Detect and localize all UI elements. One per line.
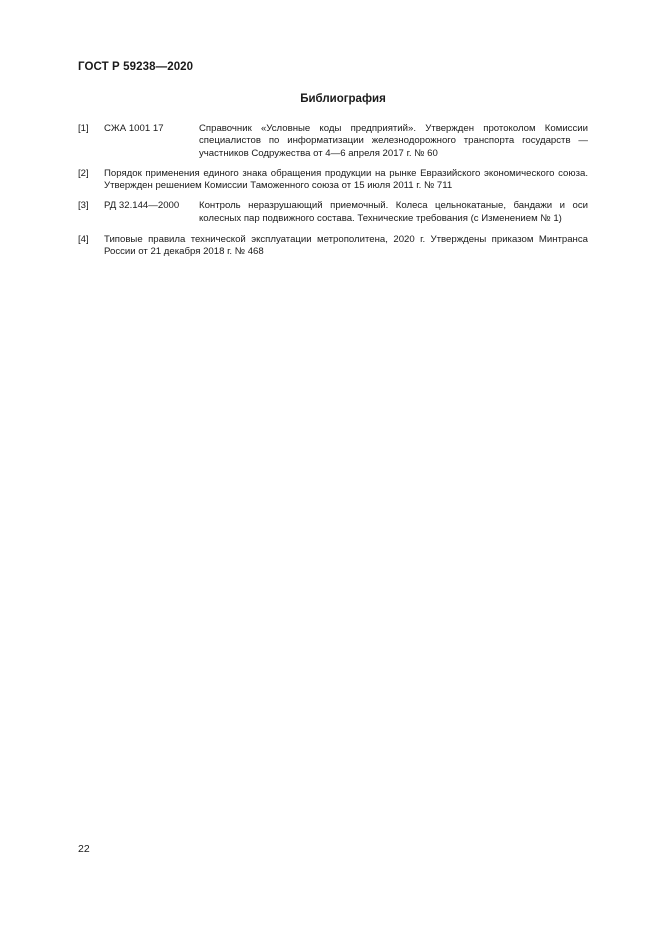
reference-number: [1] [78, 123, 89, 134]
reference-text: Контроль неразрушающий приемочный. Колеса цельнокатаные, бандажи и оси колесных пар подвижного состава. Технические требования (с Изменением № 1) [199, 200, 588, 224]
reference-text: Справочник «Условные коды предприятий». Утвержден протоколом Комиссии специалистов по информатизации железнодорожного транспорта государств — участников Содружества от 4—6 апреля 2017 г. № 60 [199, 123, 588, 159]
reference-item [78, 168, 588, 193]
reference-text: Типовые правила технической эксплуатации метрополитена, 2020 г. Утверждены приказом Минтранса России от 21 декабря 2018 г. № 468 [104, 234, 588, 258]
bibliography-list [78, 123, 588, 267]
reference-number: [2] [78, 167, 89, 179]
section-title: Библиография [300, 93, 386, 105]
reference-number: [3] [78, 200, 89, 212]
reference-code: РД 32.144—2000 [104, 200, 180, 212]
reference-code: СЖА 1001 17 [104, 123, 164, 134]
reference-number: [4] [78, 234, 89, 246]
reference-item [78, 123, 588, 160]
reference-item [78, 234, 588, 259]
page-number: 22 [78, 843, 90, 855]
document-id-header: ГОСТ Р 59238—2020 [78, 61, 194, 73]
reference-text: Порядок применения единого знака обращения продукции на рынке Евразийского экономического союза. Утвержден решением Комиссии Таможенного союза от 15 июля 2011 г. № 711 [104, 167, 588, 192]
reference-item [78, 200, 588, 225]
